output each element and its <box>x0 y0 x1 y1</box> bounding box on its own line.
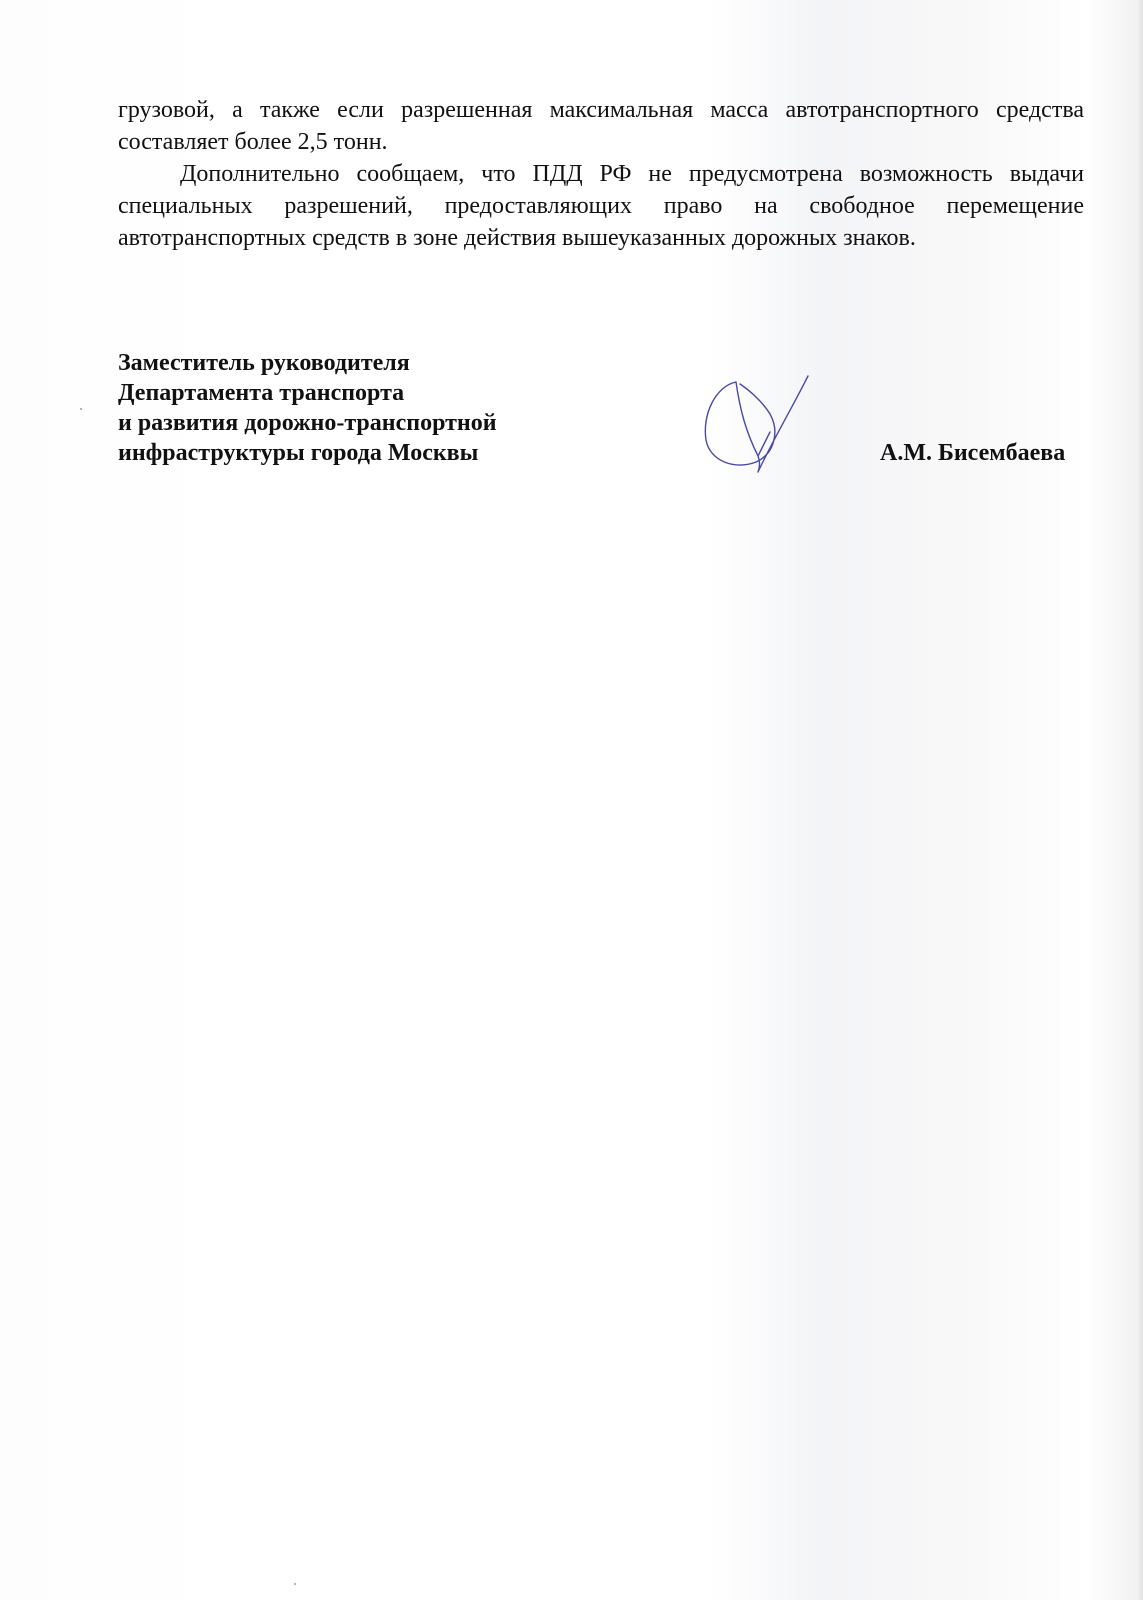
paragraph-continuation: грузовой, а также если разрешенная максимальная масса автотранспортного средства составляет более 2,5 тонн. <box>118 97 1084 155</box>
position-line: инфраструктуры города Москвы <box>118 440 479 466</box>
position-line: Департамента транспорта <box>118 380 405 406</box>
handwritten-signature <box>700 370 830 490</box>
position-line: и развития дорожно-транспортной <box>118 410 497 436</box>
scan-edge-shadow <box>1137 0 1143 1600</box>
signer-position <box>118 348 497 468</box>
scan-speck <box>294 1583 296 1585</box>
signer-name: А.М. Бисембаева <box>880 440 1066 466</box>
scan-speck <box>80 408 82 410</box>
position-line: Заместитель руководителя <box>118 350 410 376</box>
letter-body <box>118 94 1084 254</box>
paragraph-additional-info: Дополнительно сообщаем, что ПДД РФ не предусмотрена возможность выдачи специальных разрешений, предоставляющих право на свободное перемещение автотранспортных средств в зоне действия вышеуказанных дорожных знаков. <box>118 161 1084 251</box>
